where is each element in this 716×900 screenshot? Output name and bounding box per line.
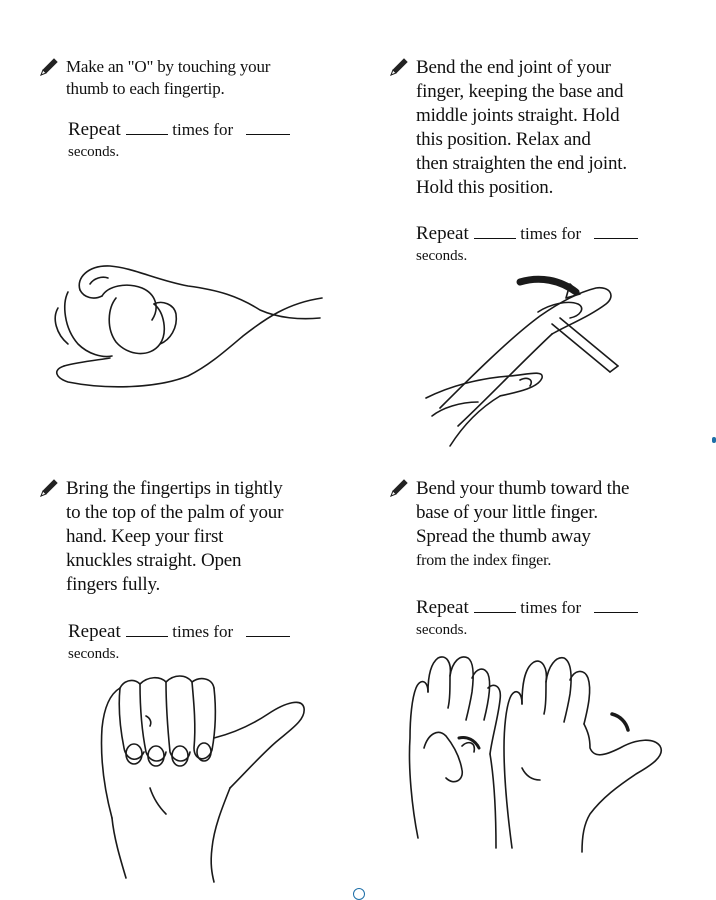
instruction-line: finger, keeping the base and [416,81,624,102]
thumb-flex-spread-icon [404,648,674,853]
instruction-line: this position. Relax and [416,129,591,150]
reps-blank[interactable] [474,596,516,613]
instruction-line: Make an "O" by touching your [66,57,271,76]
seconds-label: seconds. [68,144,120,160]
exercise-2-instruction [416,56,706,200]
seconds-label: seconds. [416,248,468,264]
instruction-line: thumb to each fingertip. [66,79,225,98]
reps-blank[interactable] [126,620,168,637]
instruction-line: fingers fully. [66,574,161,595]
exercise-3-instruction [66,477,356,597]
instruction-line: hand. Keep your first [66,526,224,547]
thumb-arrow-icon [457,734,481,750]
instruction-line: Bend your thumb toward the [416,478,630,499]
instruction-line: from the index finger. [416,552,552,569]
seconds-blank[interactable] [594,222,638,239]
hook-fist-icon [90,668,310,883]
exercise-2-repeat [416,222,638,265]
seconds-blank[interactable] [246,118,290,135]
instruction-line: Spread the thumb away [416,526,591,547]
instruction-line: base of your little finger. [416,502,598,523]
instruction-line: to the top of the palm of your [66,502,284,523]
times-label: times for [520,598,582,617]
page-marker-dot [712,437,716,443]
exercise-4-repeat [416,596,638,639]
exercise-1-repeat [68,118,290,161]
instruction-line: Hold this position. [416,177,554,198]
seconds-blank[interactable] [246,620,290,637]
finger-end-joint-bend-icon [420,268,620,453]
instruction-line: Bring the fingertips in tightly [66,478,283,499]
instruction-line: knuckles straight. Open [66,550,242,571]
seconds-label: seconds. [416,622,468,638]
instruction-line: Bend the end joint of your [416,57,611,78]
exercise-4-instruction [416,477,706,573]
repeat-label: Repeat [416,223,469,244]
pencil-icon [38,477,60,499]
pencil-icon [388,477,410,499]
repeat-label: Repeat [68,119,121,140]
pencil-icon [388,56,410,78]
exercise-3-repeat [68,620,290,663]
repeat-label: Repeat [416,597,469,618]
reps-blank[interactable] [474,222,516,239]
seconds-label: seconds. [68,646,120,662]
instruction-line: then straighten the end joint. [416,153,627,174]
hand-o-shape-icon [38,248,328,398]
exercise-1-instruction [66,56,346,100]
pencil-icon [38,56,60,78]
seconds-blank[interactable] [594,596,638,613]
times-label: times for [172,622,234,641]
repeat-label: Repeat [68,621,121,642]
times-label: times for [520,224,582,243]
page-marker-ring [353,888,365,900]
instruction-line: middle joints straight. Hold [416,105,620,126]
times-label: times for [172,120,234,139]
reps-blank[interactable] [126,118,168,135]
